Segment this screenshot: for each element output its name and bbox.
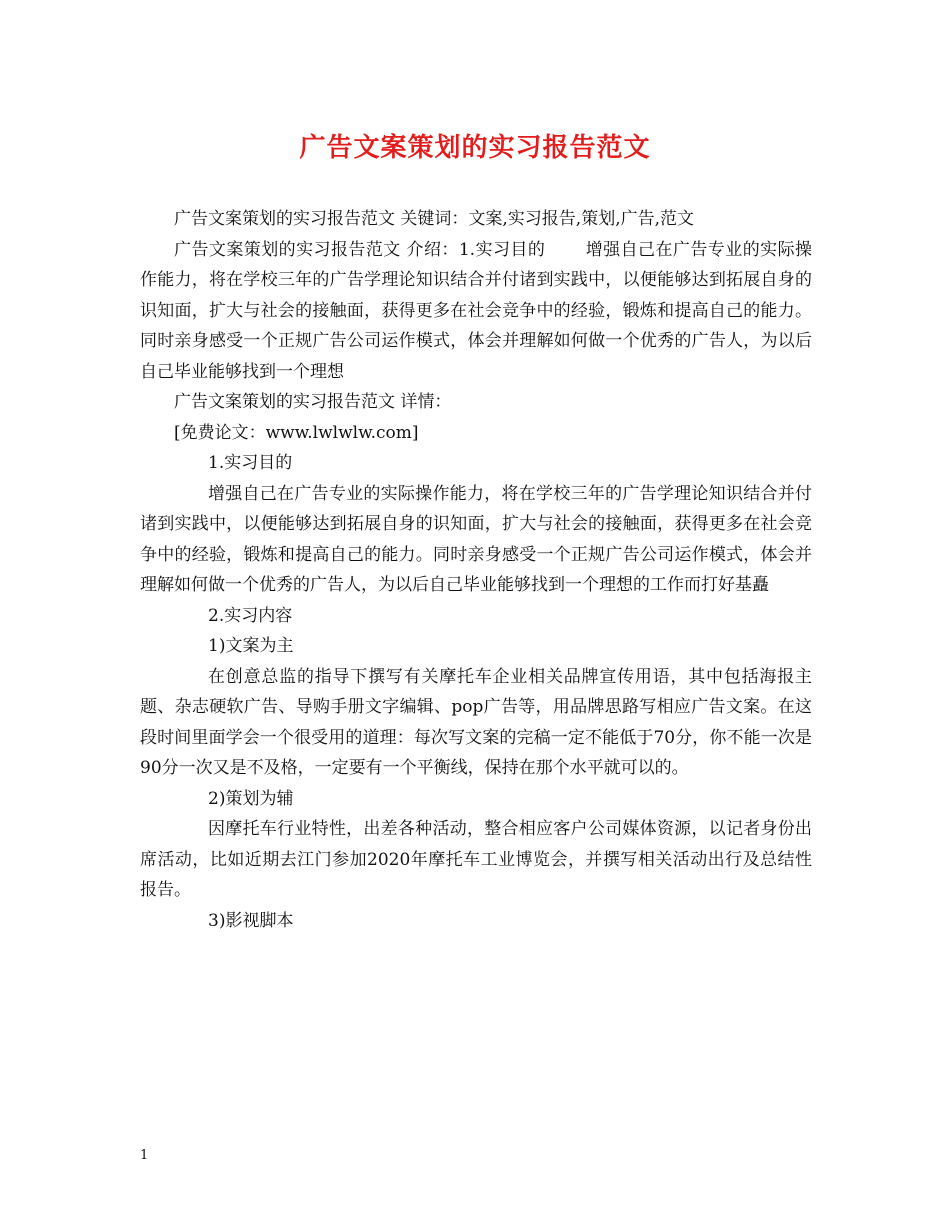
document-body: [140, 204, 812, 936]
intro-rest: 增强自己在广告专业的实际操作能力，将在学校三年的广告学理论知识结合并付诸到实践中，以便能够达到拓展自身的识知面，扩大与社会的接触面，获得更多在社会竞争中的经验，锻炼和提高自己的能力。同时亲身感受一个正规广告公司运作模式，体会并理解如何做一个优秀的广告人，为以后自己毕业能够找到一个理想: [140, 239, 813, 382]
details-paragraph: 广告文案策划的实习报告范文 详情：: [174, 392, 452, 412]
document-title: 广告文案策划的实习报告范文: [299, 133, 651, 163]
section1-heading: 1.实习目的: [208, 453, 293, 473]
subsection1-heading: 1)文案为主: [208, 636, 294, 656]
subsection3-heading: 3)影视脚本: [208, 910, 294, 931]
subsection2-heading: 2)策划为辅: [208, 788, 294, 809]
subsection2-body: 因摩托车行业特性，出差各种活动，整合相应客户公司媒体资源，以记者身份出席活动，比如近期去江门参加2020年摩托车工业博览会，并撰写相关活动出行及总结性报告。: [140, 819, 812, 900]
source-paragraph: [免费论文：www.lwlwlw.com]: [174, 422, 419, 443]
subsection1-body: 在创意总监的指导下撰写有关摩托车企业相关品牌宣传用语，其中包括海报主题、杂志硬软广告、导购手册文字编辑、pop广告等，用品牌思路写相应广告文案。在这段时间里面学会一个很受用的道理：每次写文案的完稿一定不能低于70分，你不能一次是90分一次又是不及格，一定要有一个平衡线，保持在那个水平就可以的。: [140, 666, 812, 778]
section2-heading: 2.实习内容: [208, 605, 293, 626]
intro-prefix: 广告文案策划的实习报告范文 介绍：1.实习目的: [174, 239, 546, 260]
intro-paragraph: [140, 235, 812, 388]
page-number: 1: [140, 1148, 149, 1163]
section1-body: 增强自己在广告专业的实际操作能力，将在学校三年的广告学理论知识结合并付诸到实践中，以便能够达到拓展自身的识知面，扩大与社会的接触面，获得更多在社会竞争中的经验，锻炼和提高自己的能力。同时亲身感受一个正规广告公司运作模式，体会并理解如何做一个优秀的广告人，为以后自己毕业能够找到一个理想的工作而打好基矗: [140, 483, 812, 595]
keywords-paragraph: 广告文案策划的实习报告范文 关键词：文案,实习报告,策划,广告,范文: [174, 209, 695, 229]
